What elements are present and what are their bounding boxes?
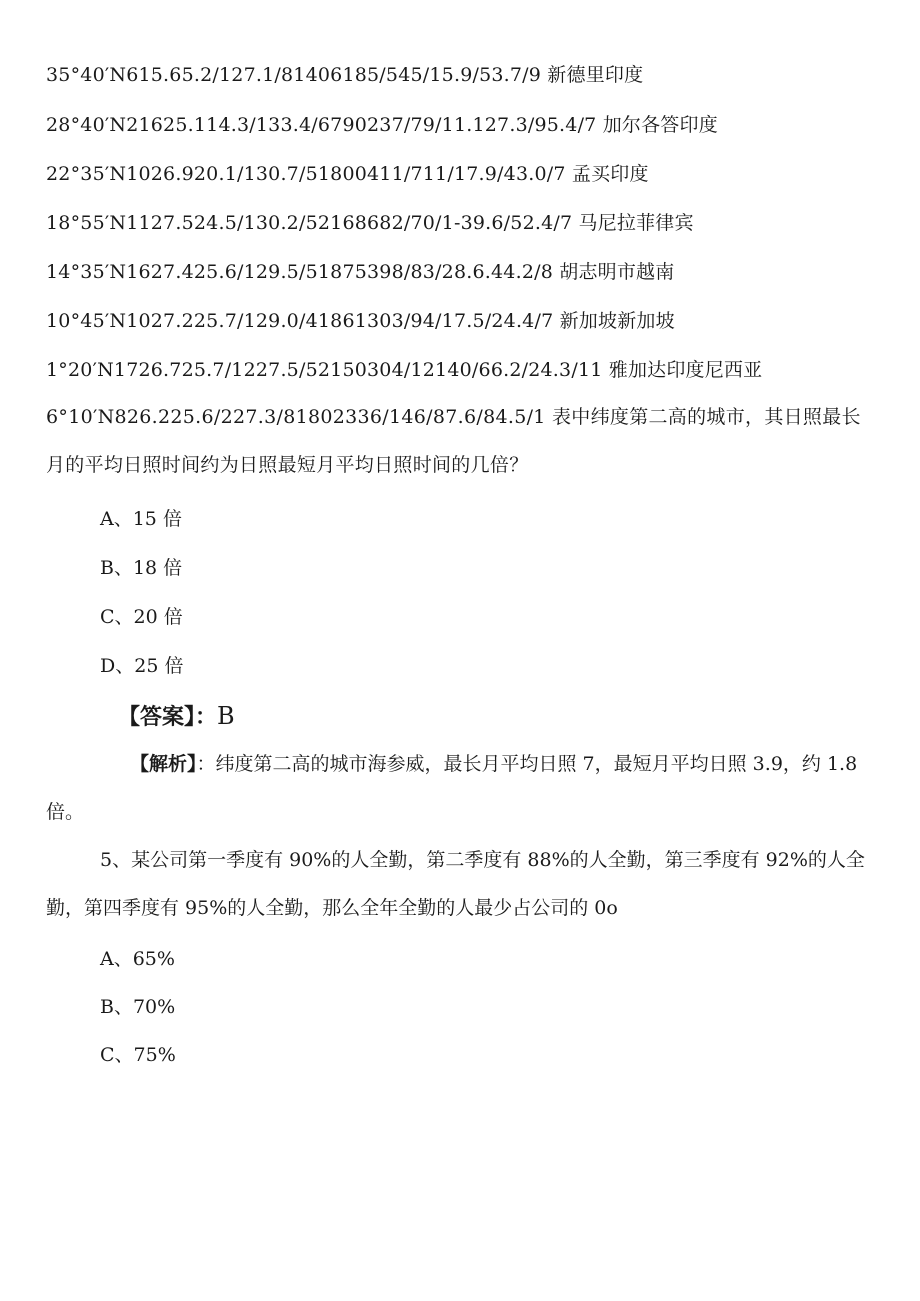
answer-label: 【答案】： — [118, 705, 218, 730]
explanation-label: 【解析】 — [130, 753, 197, 775]
table-row: 10°45′N1027.225.7/129.0/41861303/94/17.5/24.4/7 新加坡新加坡 — [46, 310, 675, 332]
answer-line — [118, 700, 235, 731]
table-row: 1°20′N1726.725.7/1227.5/52150304/12140/66.2/24.3/11 雅加达印度尼西亚 — [46, 359, 763, 381]
answer-value: B — [217, 702, 235, 730]
explanation-text: ：纬度第二高的城市海参威，最长月平均日照 7，最短月平均日照 3.9，约 1.8 倍。 — [46, 753, 858, 823]
table-row: 22°35′N1026.920.1/130.7/51800411/711/17.9/43.0/7 孟买印度 — [46, 163, 649, 185]
option-a: A、65% — [100, 948, 175, 970]
option-a: A、15 倍 — [100, 508, 182, 530]
option-d: D、25 倍 — [100, 655, 184, 677]
option-c: C、75% — [100, 1044, 176, 1066]
question-5-text: 5、某公司第一季度有 90%的人全勤，第二季度有 88%的人全勤，第三季度有 92%的人全勤，第四季度有 95%的人全勤，那么全年全勤的人最少占公司的 0o — [46, 849, 865, 919]
table-row: 18°55′N1127.524.5/130.2/52168682/70/1-39.6/52.4/7 马尼拉菲律宾 — [46, 212, 694, 234]
table-row: 14°35′N1627.425.6/129.5/51875398/83/28.6.44.2/8 胡志明市越南 — [46, 261, 675, 283]
explanation — [46, 740, 876, 836]
table-row: 35°40′N615.65.2/127.1/81406185/545/15.9/53.7/9 新德里印度 — [46, 64, 644, 86]
option-b: B、18 倍 — [100, 557, 183, 579]
option-c: C、20 倍 — [100, 606, 183, 628]
option-b: B、70% — [100, 996, 176, 1018]
question-4-text: 6°10′N826.225.6/227.3/81802336/146/87.6/84.5/1 表中纬度第二高的城市，其日照最长月的平均日照时间约为日照最短月平均日照时间的几倍？ — [46, 406, 861, 476]
table-row: 28°40′N21625.114.3/133.4/6790237/79/11.127.3/95.4/7 加尔各答印度 — [46, 114, 718, 136]
